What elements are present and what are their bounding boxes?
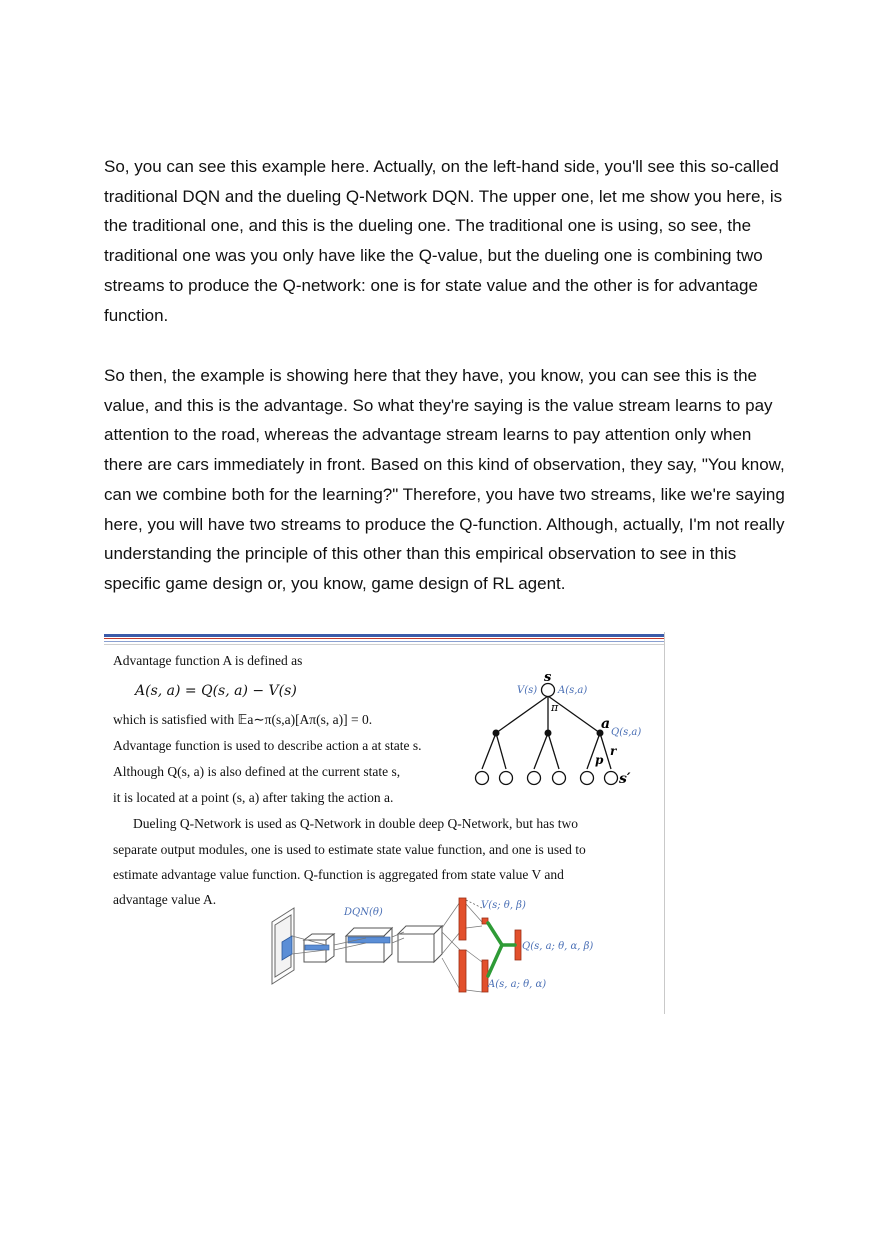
- conv-block-2: [346, 928, 392, 962]
- slide-para-4: advantage value A.: [113, 892, 217, 907]
- slide-line-located: it is located at a point (s, a) after taking the action a.: [113, 790, 394, 805]
- tree-a-label: A(s,a): [558, 685, 588, 696]
- tree-q-label: Q(s,a): [611, 727, 642, 738]
- slide-equation: A(s, a) = Q(s, a) − V(s): [135, 683, 297, 699]
- tree-action-label: a: [601, 716, 611, 732]
- feature-bar-1: [305, 945, 329, 950]
- slide-line-expectation: which is satisfied with 𝔼a∼π(s,a)[Aπ(s, a)] = 0.: [113, 712, 373, 727]
- slide-line-although: Although Q(s, a) is also defined at the current state s,: [113, 764, 401, 779]
- paragraph-2: So then, the example is showing here that they have, you know, you can see this is the value, and this is the advantage. So what they're saying is the value stream learns to pay attention to the road, whereas the advantage stream learns to pay attention only when there are cars immediately in front. Based on this kind of observation, they say, "You know, can we combine both for the learning?" Therefore, you have two streams, like we're saying here, you will have two streams to produce the Q-function. Although, actually, I'm not really understanding the principle of this other than this empirical observation to see in this specific game design or, you know, game design of RL agent.: [104, 366, 785, 593]
- slide-line-describe: Advantage function is used to describe action a at state s.: [113, 738, 422, 753]
- slide-figure: [104, 632, 665, 1014]
- paragraph-1: So, you can see this example here. Actually, on the left-hand side, you'll see this so-called traditional DQN and the dueling Q-Network DQN. The upper one, let me show you here, is the traditional one, and this is the dueling one. The traditional one is using, so see, the traditional one was you only have like the Q-value, but the dueling one is combining two streams to produce the Q-network: one is for state value and the other is for advantage function.: [104, 157, 783, 325]
- value-stream-label: V(s; θ, β): [481, 900, 526, 911]
- tree-root-label: s: [544, 670, 552, 685]
- slide-para-3: estimate advantage value function. Q-function is aggregated from state value V and: [113, 867, 564, 882]
- slide-para-1: Dueling Q-Network is used as Q-Network in double deep Q-Network, but has two: [133, 816, 579, 831]
- dqn-label: DQN(θ): [344, 907, 383, 918]
- tree-pi-label: π: [551, 701, 559, 714]
- value-hidden-bar: [459, 898, 466, 940]
- tree-p-label: p: [595, 753, 604, 767]
- tree-next-state-label: s′: [619, 771, 631, 787]
- dueling-network-diagram: [104, 632, 664, 1014]
- tree-v-label: V(s): [517, 685, 538, 696]
- tree-r-label: r: [610, 744, 617, 758]
- feature-bar-2: [348, 937, 390, 943]
- slide-para-2: separate output modules, one is used to estimate state value function, and one is used to: [113, 842, 586, 857]
- slide-line-definition: Advantage function A is defined as: [113, 653, 303, 668]
- q-output-label: Q(s, a; θ, α, β): [522, 941, 594, 952]
- aggregation-lines: [488, 923, 515, 976]
- advantage-hidden-bar: [459, 950, 466, 992]
- advantage-stream-label: A(s, a; θ, α): [488, 979, 547, 990]
- conv-block-3: [398, 926, 442, 962]
